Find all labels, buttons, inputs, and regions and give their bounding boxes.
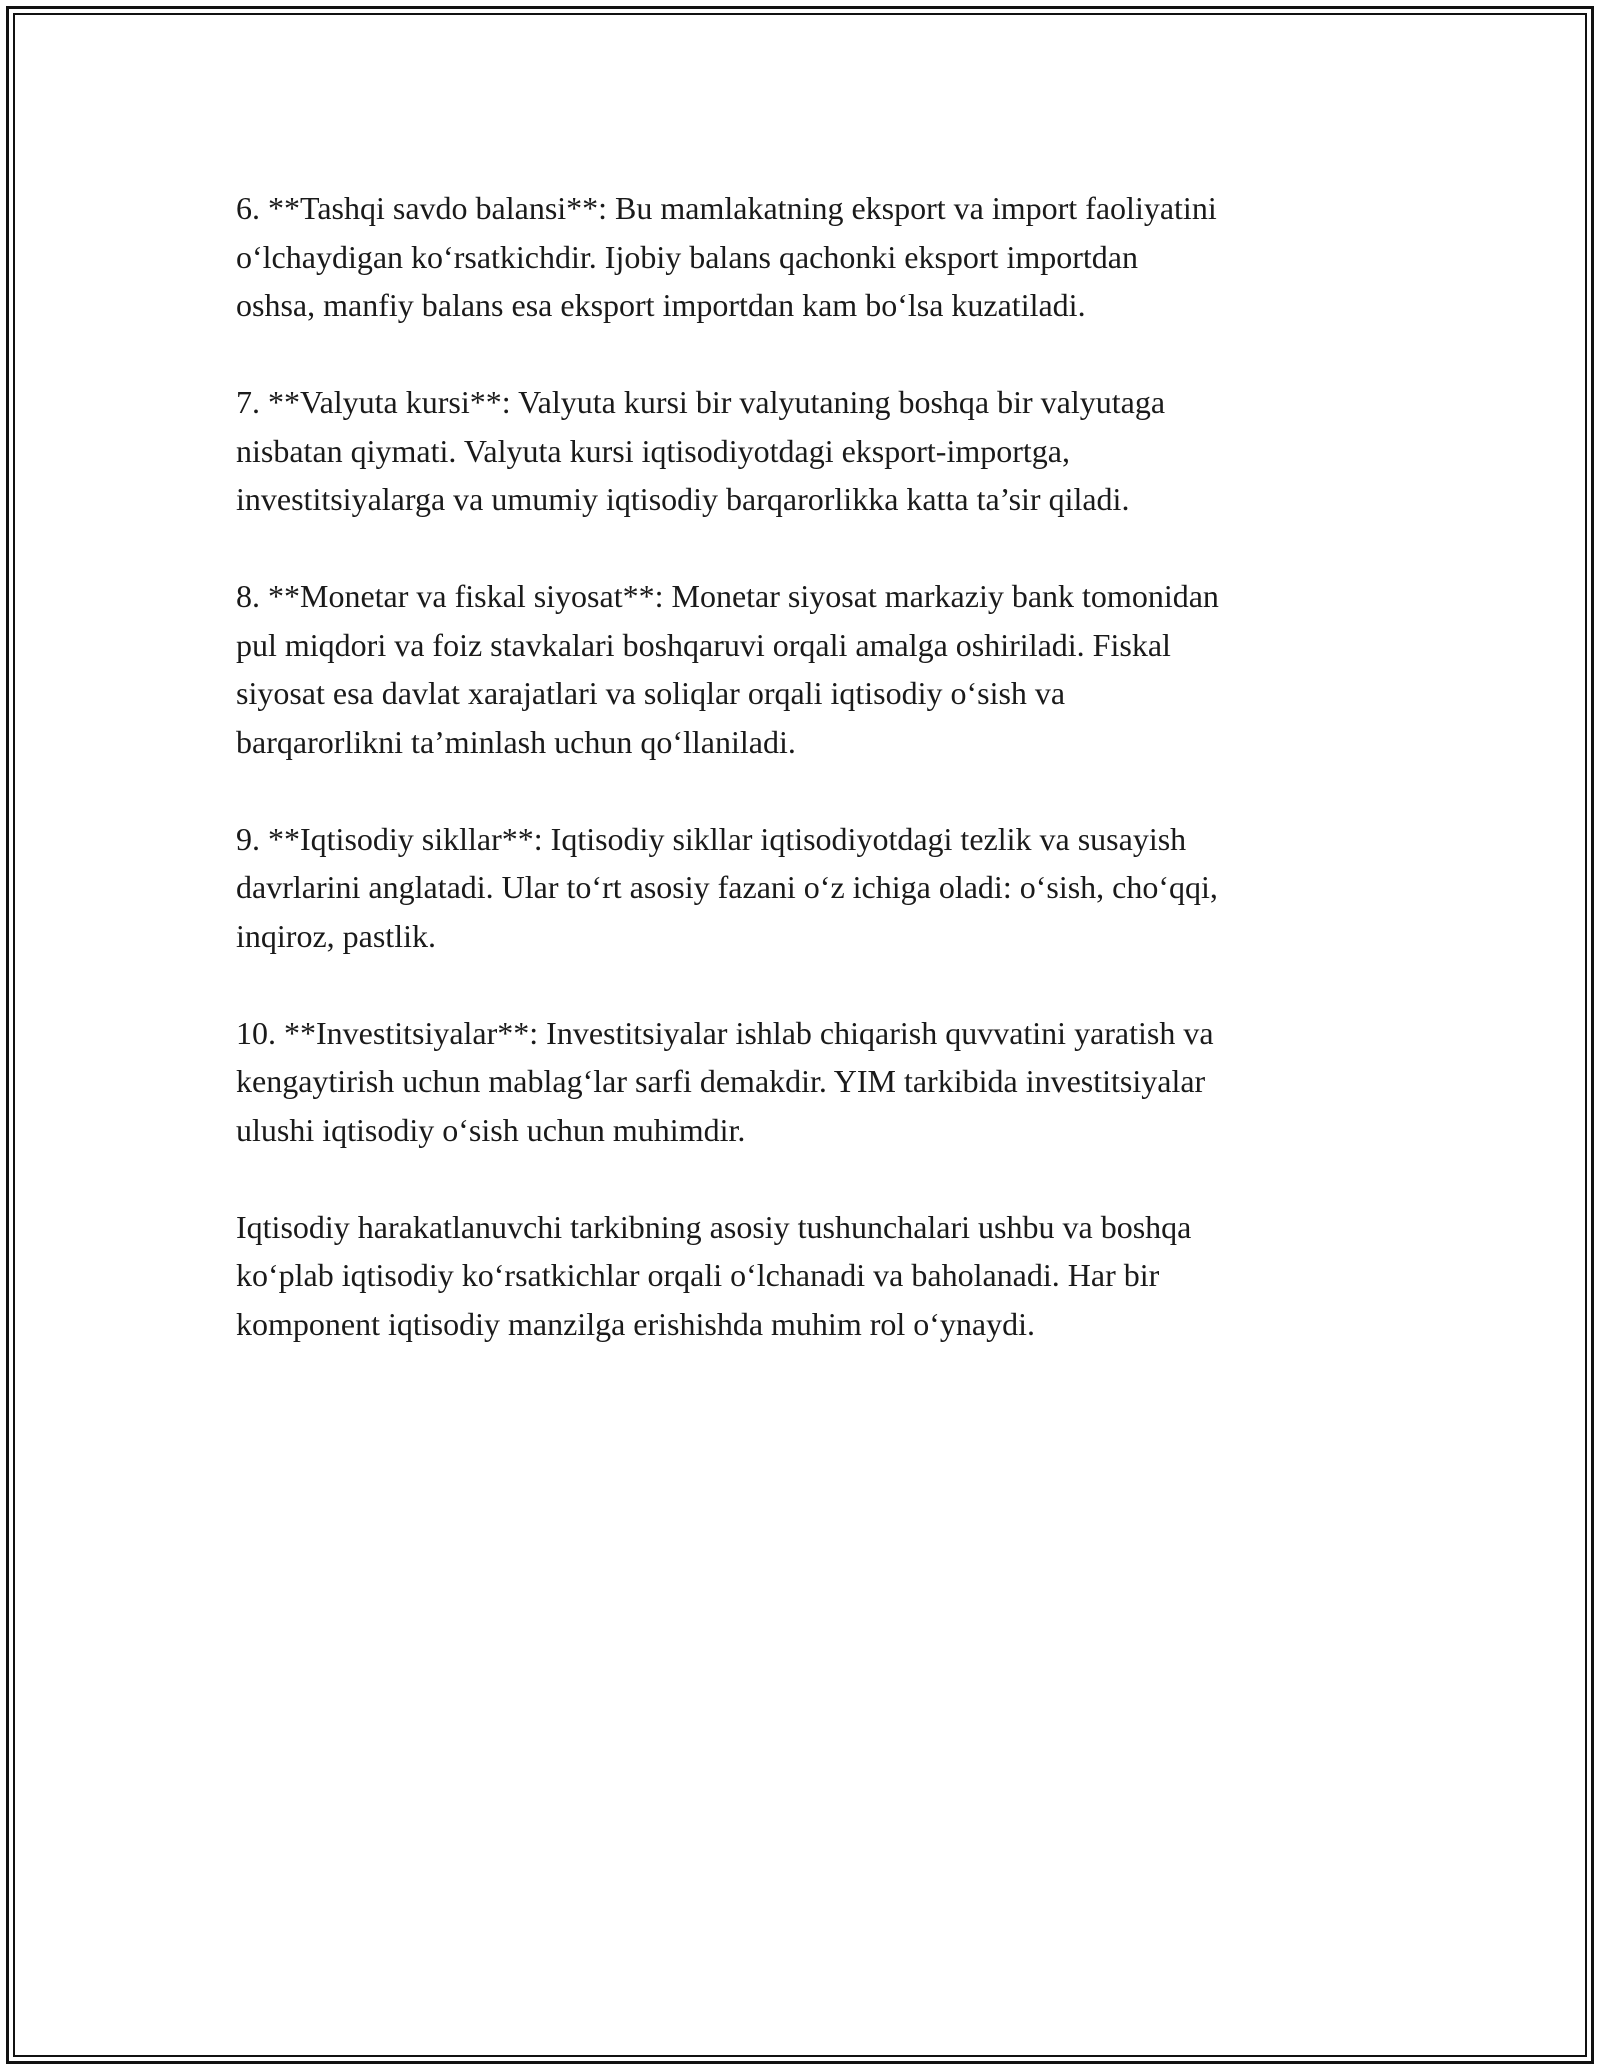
text-line: ko‘plab iqtisodiy ko‘rsatkichlar orqali o‘lchanadi va baholanadi. Har bir (236, 1257, 1160, 1293)
text-line: 7. **Valyuta kursi**: Valyuta kursi bir valyutaning boshqa bir valyutaga (236, 384, 1166, 420)
text-line: komponent iqtisodiy manzilga erishishda muhim rol o‘ynaydi. (236, 1305, 1035, 1342)
paragraph-trade-balance (236, 184, 1376, 330)
text-line: oshsa, manfiy balans esa eksport importdan kam bo‘lsa kuzatiladi. (236, 287, 1086, 323)
text-line: pul miqdori va foiz stavkalari boshqaruvi orqali amalga oshiriladi. Fiskal (236, 626, 1171, 663)
text-line: kengaytirish uchun mablag‘lar sarfi demakdir. YIM tarkibida investitsiyalar (236, 1063, 1206, 1099)
text-line: 10. **Investitsiyalar**: Investitsiyalar ishlab chiqarish quvvatini yaratish va (236, 1014, 1214, 1051)
text-line: nisbatan qiymati. Valyuta kursi iqtisodiyotdagi eksport-importga, (236, 432, 1070, 469)
paragraph-economic-cycles (236, 815, 1376, 961)
text-line: Iqtisodiy harakatlanuvchi tarkibning asosiy tushunchalari ushbu va boshqa (236, 1208, 1192, 1245)
document-body (236, 184, 1376, 1397)
paragraph-exchange-rate (236, 378, 1376, 524)
text-line: davrlarini anglatadi. Ular to‘rt asosiy fazani o‘z ichiga oladi: o‘sish, cho‘qqi, (236, 869, 1218, 905)
text-line: inqiroz, pastlik. (236, 917, 436, 954)
text-line: investitsiyalarga va umumiy iqtisodiy barqarorlikka katta ta’sir qiladi. (236, 481, 1130, 517)
text-line: ulushi iqtisodiy o‘sish uchun muhimdir. (236, 1111, 746, 1148)
text-line: barqarorlikni ta’minlash uchun qo‘llaniladi. (236, 723, 796, 760)
paragraph-conclusion (236, 1203, 1376, 1349)
paragraph-investments (236, 1009, 1376, 1155)
text-line: siyosat esa davlat xarajatlari va soliqlar orqali iqtisodiy o‘sish va (236, 675, 1066, 711)
text-line: 9. **Iqtisodiy sikllar**: Iqtisodiy sikllar iqtisodiyotdagi tezlik va susayish (236, 820, 1187, 857)
text-line: 6. **Tashqi savdo balansi**: Bu mamlakatning eksport va import faoliyatini (236, 190, 1217, 226)
text-line: o‘lchaydigan ko‘rsatkichdir. Ijobiy balans qachonki eksport importdan (236, 238, 1138, 275)
text-line: 8. **Monetar va fiskal siyosat**: Monetar siyosat markaziy bank tomonidan (236, 578, 1219, 614)
paragraph-monetary-fiscal-policy (236, 572, 1376, 766)
